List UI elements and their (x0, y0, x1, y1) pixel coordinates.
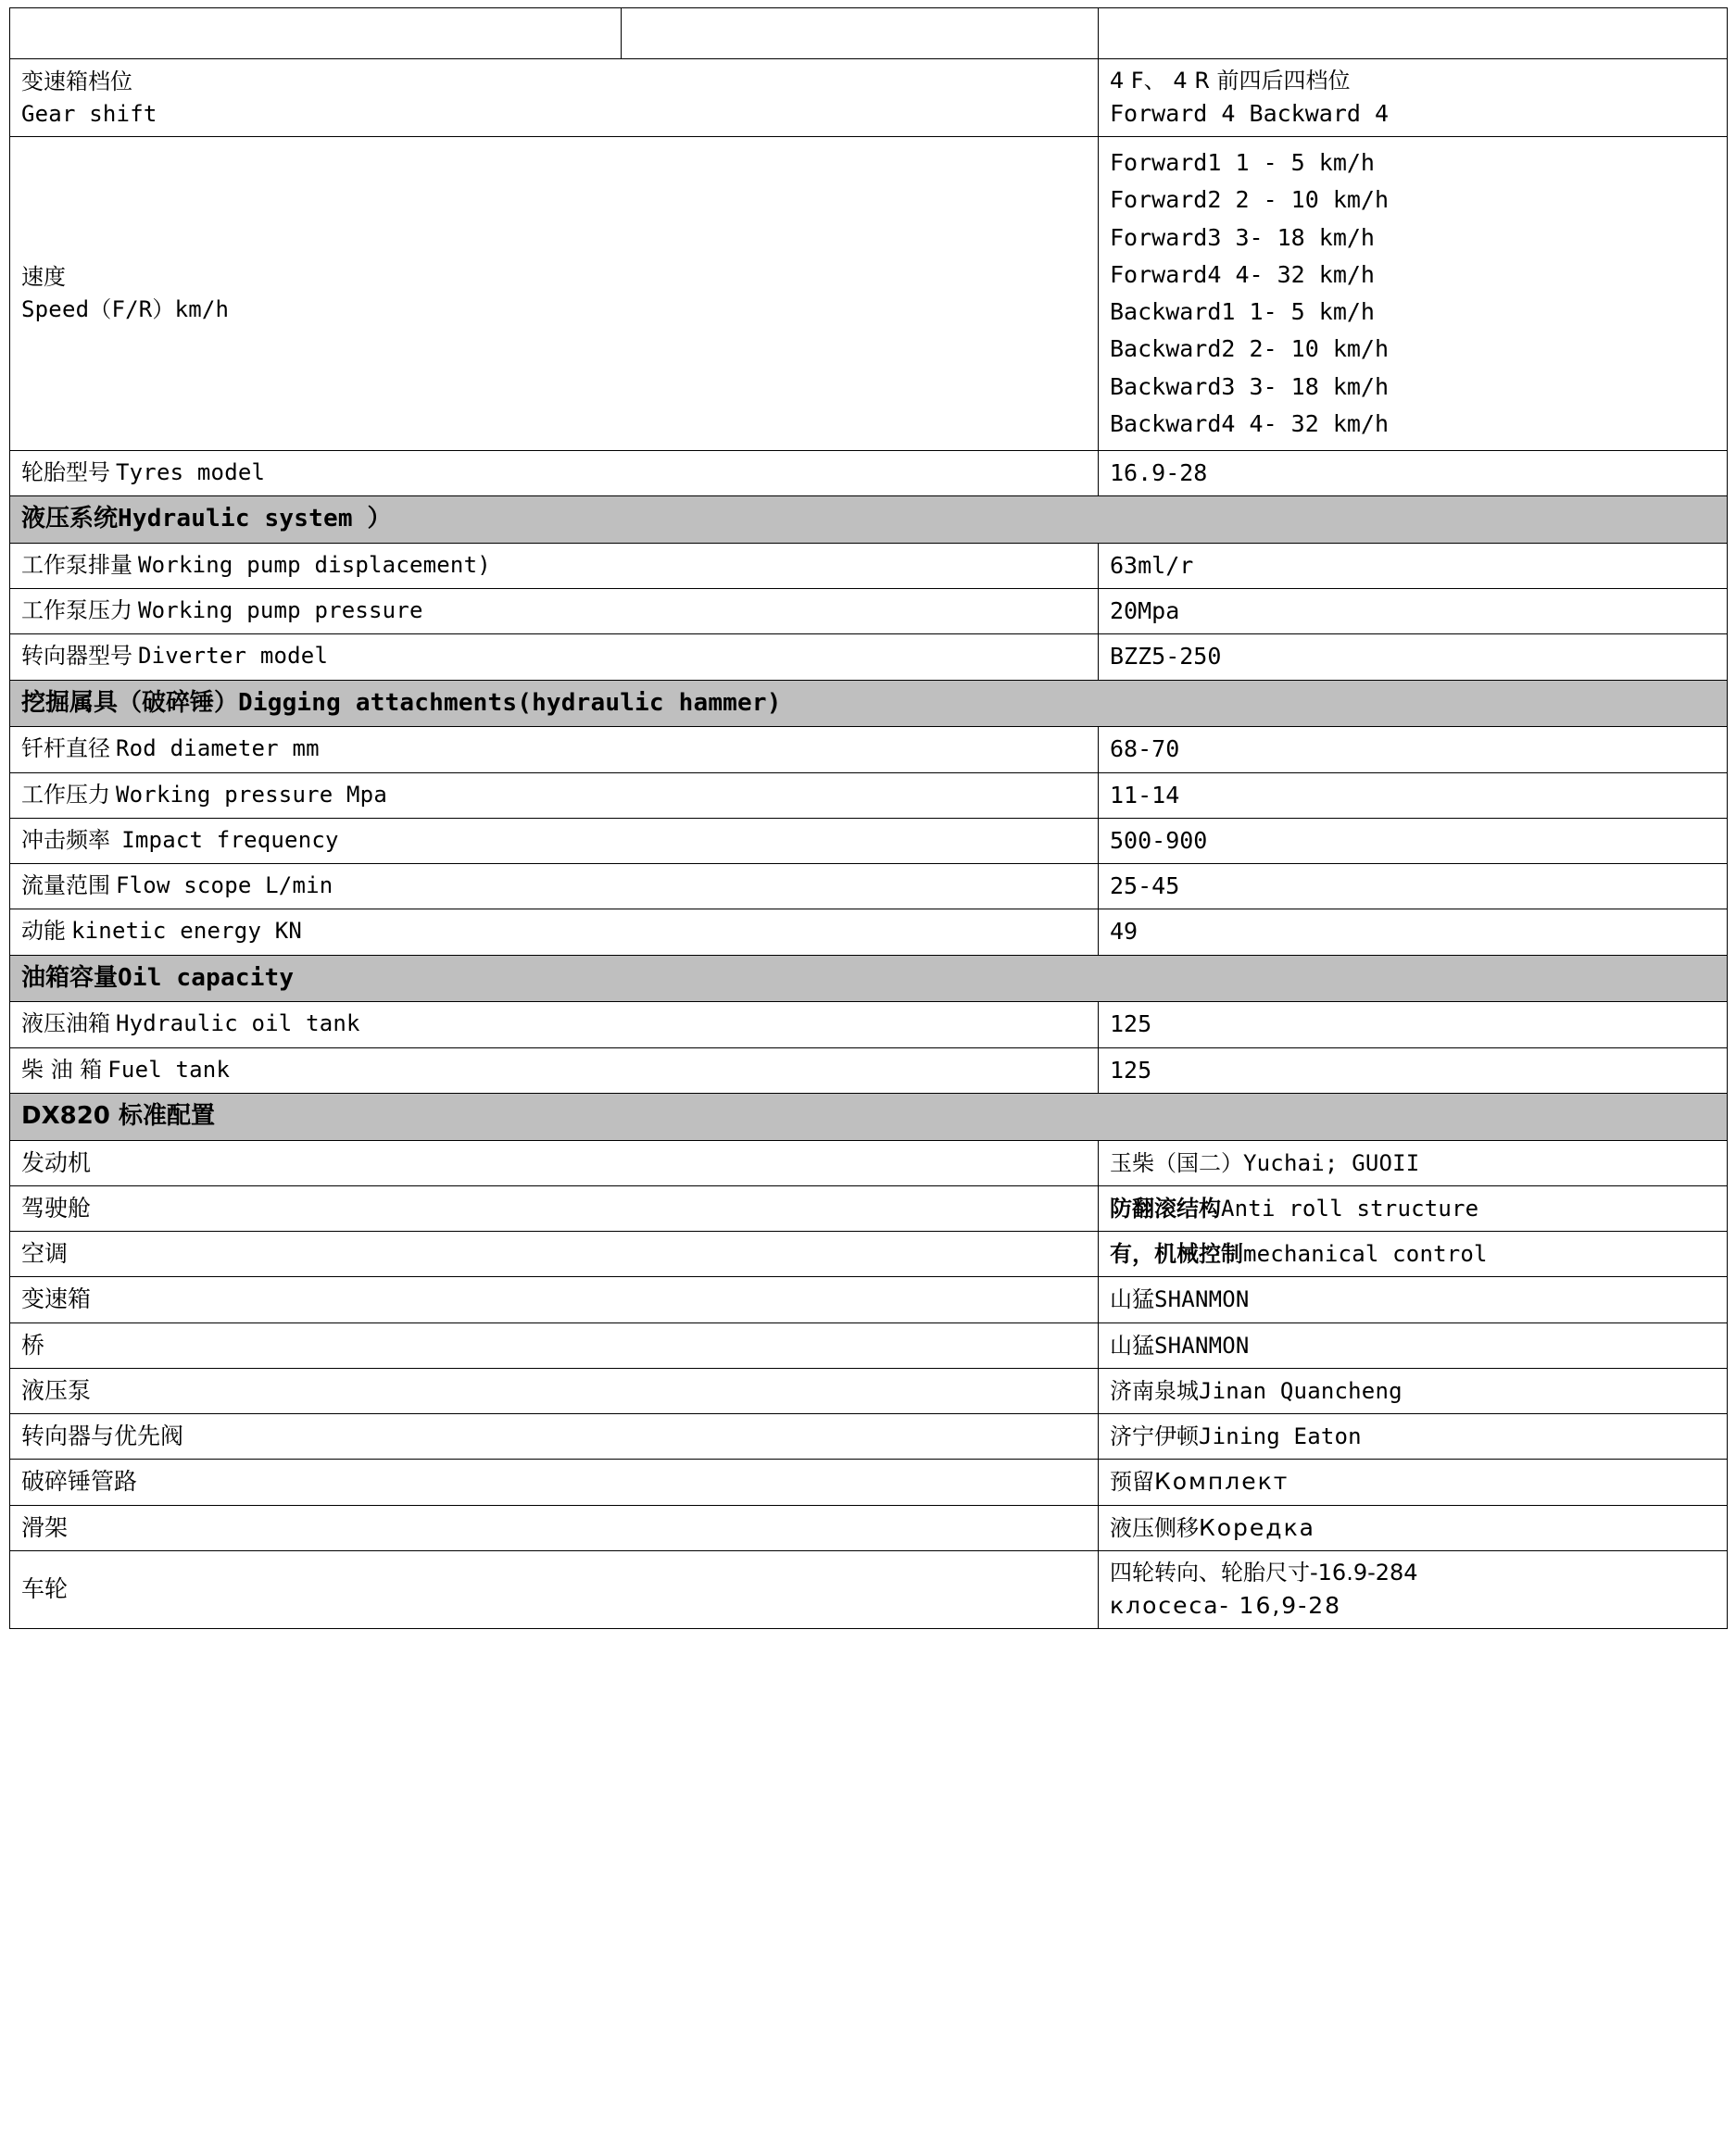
speed-value-backward1: Backward1 1- 5 km/h (1110, 298, 1375, 326)
table-row-config-carriage (10, 1505, 1728, 1550)
tyres-value (1099, 451, 1728, 496)
speed-label (10, 137, 1099, 451)
config-value-diverter-valve-cn: 济宁伊顿 (1110, 1423, 1199, 1450)
fuel-tank-label-en: Fuel tank (107, 1056, 231, 1083)
speed-label-cn: 速度 (21, 264, 66, 291)
fuel-tank-label-cn: 柴 油 箱 (21, 1056, 103, 1083)
rod-diameter-label-cn: 钎杆直径 (21, 735, 110, 762)
config-value-ac-en: mechanical control (1243, 1241, 1488, 1268)
oil-capacity-section-cn: 油箱容量 (21, 963, 119, 992)
diverter-model-value-text: BZZ5-250 (1110, 643, 1222, 671)
config-value-engine-cn: 玉柴（国二） (1110, 1149, 1243, 1176)
blank-cell-1 (10, 8, 622, 59)
speed-value-forward1: Forward1 1 - 5 km/h (1110, 149, 1375, 177)
speed-value-backward2: Backward2 2- 10 km/h (1110, 335, 1390, 363)
table-row-config-hammer-pipeline (10, 1460, 1728, 1505)
diverter-model-value (1099, 634, 1728, 680)
fuel-tank-value-text: 125 (1110, 1056, 1152, 1084)
config-value-hammer-pipeline-cn: 预留 (1110, 1469, 1154, 1496)
tyres-value-text: 16.9-28 (1110, 459, 1208, 487)
impact-frequency-label (10, 818, 1099, 863)
kinetic-energy-value (1099, 909, 1728, 955)
table-row-config-axle (10, 1322, 1728, 1368)
config-value-gearbox-cn: 山猛 (1110, 1286, 1154, 1313)
pump-pressure-label-en: Working pump pressure (138, 597, 423, 624)
gear-shift-value-line2: Forward 4 Backward 4 (1110, 99, 1390, 127)
section-standard-config (10, 1093, 1728, 1140)
table-row-fuel-tank (10, 1047, 1728, 1093)
gear-shift-label-en: Gear shift (21, 100, 157, 127)
tyres-label (10, 451, 1099, 496)
section-oil-capacity (10, 955, 1728, 1002)
config-label-hydraulic-pump: 液压泵 (10, 1368, 1099, 1413)
config-value-engine-en: Yuchai; GUOII (1243, 1149, 1420, 1176)
config-value-axle-cn: 山猛 (1110, 1332, 1154, 1359)
blank-cell-3 (1099, 8, 1728, 59)
table-row-speed (10, 137, 1728, 451)
table-row-config-wheels (10, 1550, 1728, 1628)
table-row-config-diverter-valve (10, 1414, 1728, 1460)
config-value-axle-en: SHANMON (1154, 1332, 1250, 1359)
table-row-config-hydraulic-pump (10, 1368, 1728, 1413)
table-row-gear-shift (10, 59, 1728, 137)
config-value-wheels (1099, 1550, 1728, 1628)
config-value-wheels-line2: клосеса- 16,9-28 (1110, 1591, 1342, 1619)
pump-pressure-label (10, 589, 1099, 634)
config-value-ac-cn: 有，机械控制 (1110, 1241, 1243, 1268)
kinetic-energy-label-cn: 动能 (21, 918, 66, 945)
config-value-hammer-pipeline (1099, 1460, 1728, 1505)
digging-section-header (10, 680, 1728, 727)
pump-displacement-label (10, 543, 1099, 588)
gear-shift-label (10, 59, 1099, 137)
fuel-tank-value (1099, 1047, 1728, 1093)
table-row-hydraulic-oil-tank (10, 1002, 1728, 1047)
speed-value-forward4: Forward4 4- 32 km/h (1110, 260, 1375, 288)
pump-pressure-value (1099, 589, 1728, 634)
table-row-impact-frequency (10, 818, 1728, 863)
gear-shift-label-cn: 变速箱档位 (21, 68, 132, 94)
config-value-diverter-valve (1099, 1414, 1728, 1460)
config-label-gearbox: 变速箱 (10, 1277, 1099, 1322)
config-value-carriage (1099, 1505, 1728, 1550)
config-value-hydraulic-pump-cn: 济南泉城 (1110, 1377, 1199, 1404)
config-label-hammer-pipeline: 破碎锤管路 (10, 1460, 1099, 1505)
oil-capacity-section-en: Oil capacity (118, 963, 295, 992)
config-label-engine: 发动机 (10, 1140, 1099, 1185)
oil-capacity-section-header (10, 955, 1728, 1002)
working-pressure-value (1099, 772, 1728, 818)
config-value-cabin (1099, 1185, 1728, 1231)
config-value-hammer-pipeline-ru: Комплект (1154, 1468, 1289, 1496)
working-pressure-value-text: 11-14 (1110, 781, 1180, 808)
config-value-gearbox-en: SHANMON (1154, 1286, 1250, 1313)
table-row-pump-displacement (10, 543, 1728, 588)
config-label-cabin: 驾驶舱 (10, 1185, 1099, 1231)
rod-diameter-label-en: Rod diameter mm (116, 735, 320, 762)
table-row-working-pressure (10, 772, 1728, 818)
table-row-flow-scope (10, 864, 1728, 909)
kinetic-energy-label-en: kinetic energy KN (71, 918, 303, 945)
config-value-wheels-line1: 四轮转向、轮胎尺寸-16.9-284 (1110, 1559, 1418, 1586)
rod-diameter-value-text: 68-70 (1110, 735, 1180, 763)
table-row-config-gearbox (10, 1277, 1728, 1322)
working-pressure-label-cn: 工作压力 (21, 781, 110, 808)
config-value-cabin-en: Anti roll structure (1221, 1195, 1479, 1222)
diverter-model-label (10, 634, 1099, 680)
section-hydraulic-system (10, 496, 1728, 544)
flow-scope-value-text: 25-45 (1110, 872, 1180, 900)
standard-config-header (10, 1093, 1728, 1140)
hydraulic-oil-tank-value (1099, 1002, 1728, 1047)
config-value-hydraulic-pump-en: Jinan Quancheng (1199, 1377, 1403, 1404)
config-label-ac: 空调 (10, 1232, 1099, 1277)
working-pressure-label-en: Working pressure Mpa (116, 781, 387, 808)
config-label-diverter-valve: 转向器与优先阀 (10, 1414, 1099, 1460)
diverter-model-label-en: Diverter model (138, 643, 329, 670)
speed-value-forward2: Forward2 2 - 10 km/h (1110, 186, 1390, 214)
table-row-config-engine (10, 1140, 1728, 1185)
tyres-label-en: Tyres model (116, 459, 266, 486)
config-label-carriage: 滑架 (10, 1505, 1099, 1550)
table-row-config-cabin (10, 1185, 1728, 1231)
table-row-diverter-model (10, 634, 1728, 680)
kinetic-energy-label (10, 909, 1099, 955)
gear-shift-value-line1: 4 F、 4 R 前四后四档位 (1110, 68, 1351, 94)
flow-scope-label (10, 864, 1099, 909)
config-value-carriage-cn: 液压侧移 (1110, 1514, 1199, 1541)
flow-scope-label-cn: 流量范围 (21, 872, 110, 899)
speed-value-backward3: Backward3 3- 18 km/h (1110, 372, 1390, 400)
hydraulic-section-header (10, 496, 1728, 544)
impact-frequency-label-cn: 冲击频率 (21, 826, 110, 853)
diverter-model-label-cn: 转向器型号 (21, 643, 132, 670)
config-value-engine (1099, 1140, 1728, 1185)
rod-diameter-value (1099, 727, 1728, 772)
rod-diameter-label (10, 727, 1099, 772)
specification-table (9, 7, 1728, 1629)
impact-frequency-label-en: Impact frequency (121, 826, 339, 853)
speed-values (1099, 137, 1728, 451)
table-row-tyres (10, 451, 1728, 496)
config-value-gearbox (1099, 1277, 1728, 1322)
table-row-kinetic-energy (10, 909, 1728, 955)
flow-scope-value (1099, 864, 1728, 909)
digging-section-en: Digging attachments(hydraulic hammer) (238, 688, 782, 717)
speed-label-en: Speed（F/R）km/h (21, 296, 230, 323)
pump-pressure-value-text: 20Mpa (1110, 597, 1180, 625)
speed-value-backward4: Backward4 4- 32 km/h (1110, 409, 1390, 437)
table-row-rod-diameter (10, 727, 1728, 772)
config-value-ac (1099, 1232, 1728, 1277)
flow-scope-label-en: Flow scope L/min (116, 872, 333, 899)
config-value-hydraulic-pump (1099, 1368, 1728, 1413)
config-value-cabin-cn: 防翻滚结构 (1110, 1195, 1221, 1222)
pump-displacement-value-text: 63ml/r (1110, 551, 1194, 579)
hydraulic-oil-tank-label-cn: 液压油箱 (21, 1010, 110, 1037)
pump-displacement-label-cn: 工作泵排量 (21, 551, 132, 578)
gear-shift-value (1099, 59, 1728, 137)
pump-displacement-label-en: Working pump displacement) (138, 551, 491, 578)
config-label-axle: 桥 (10, 1322, 1099, 1368)
kinetic-energy-value-text: 49 (1110, 918, 1138, 946)
config-label-wheels: 车轮 (10, 1550, 1099, 1628)
impact-frequency-value (1099, 818, 1728, 863)
config-value-axle (1099, 1322, 1728, 1368)
table-row-pump-pressure (10, 589, 1728, 634)
table-row-config-ac (10, 1232, 1728, 1277)
fuel-tank-label (10, 1047, 1099, 1093)
blank-cell-2 (622, 8, 1099, 59)
tyres-label-cn: 轮胎型号 (21, 459, 110, 486)
table-row-blank-header (10, 8, 1728, 59)
speed-value-forward3: Forward3 3- 18 km/h (1110, 223, 1375, 251)
hydraulic-section-en: Hydraulic system ） (118, 505, 392, 533)
hydraulic-section-cn: 液压系统 (21, 505, 119, 533)
section-digging-attachments (10, 680, 1728, 727)
working-pressure-label (10, 772, 1099, 818)
hydraulic-oil-tank-label-en: Hydraulic oil tank (116, 1010, 360, 1037)
config-value-carriage-ru: Коредка (1199, 1513, 1315, 1541)
impact-frequency-value-text: 500-900 (1110, 826, 1208, 854)
pump-pressure-label-cn: 工作泵压力 (21, 597, 132, 624)
digging-section-cn: 挖掘属具（破碎锤） (21, 688, 239, 717)
hydraulic-oil-tank-label (10, 1002, 1099, 1047)
pump-displacement-value (1099, 543, 1728, 588)
standard-config-label: DX820 标准配置 (21, 1101, 215, 1130)
config-value-diverter-valve-en: Jining Eaton (1199, 1423, 1362, 1450)
hydraulic-oil-tank-value-text: 125 (1110, 1010, 1152, 1038)
